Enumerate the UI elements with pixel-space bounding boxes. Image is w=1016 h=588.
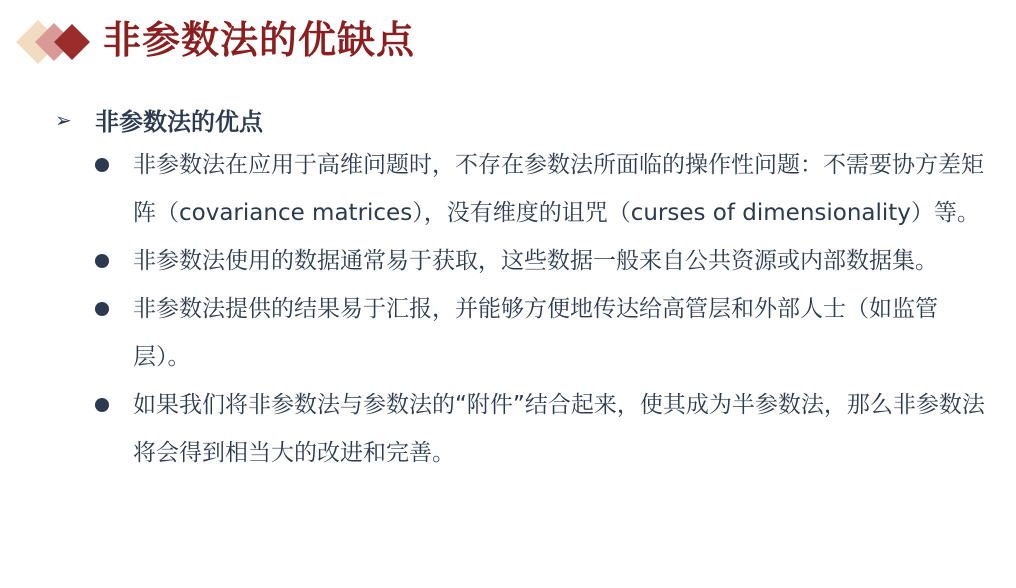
bullet-text: 非参数法在应用于高维问题时，不存在参数法所面临的操作性问题：不需要协方差矩阵（covariance matrices），没有维度的诅咒（curses of dimensionality）等。 <box>133 152 984 226</box>
list-item <box>95 381 995 477</box>
bullet-dot-icon <box>95 381 133 429</box>
list-item <box>95 141 995 237</box>
bullet-dot-icon <box>95 237 133 285</box>
bullet-text: 非参数法提供的结果易于汇报，并能够方便地传达给高管层和外部人士（如监管层）。 <box>133 296 938 370</box>
title-diamond-decoration <box>16 18 96 66</box>
arrowhead-icon: ➢ <box>55 107 72 132</box>
list-item <box>95 285 995 381</box>
section-title: 非参数法的优点 <box>95 108 263 136</box>
bullet-list <box>95 141 995 477</box>
bullet-text: 非参数法使用的数据通常易于获取，这些数据一般来自公共资源或内部数据集。 <box>133 248 938 274</box>
bullet-text: 如果我们将非参数法与参数法的“附件”结合起来，使其成为半参数法，那么非参数法将会得到相当大的改进和完善。 <box>133 392 985 466</box>
list-item <box>95 237 995 285</box>
bullet-dot-icon <box>95 285 133 333</box>
section-header <box>55 102 263 137</box>
bullet-dot-icon <box>95 141 133 189</box>
slide-title: 非参数法的优缺点 <box>103 18 416 62</box>
